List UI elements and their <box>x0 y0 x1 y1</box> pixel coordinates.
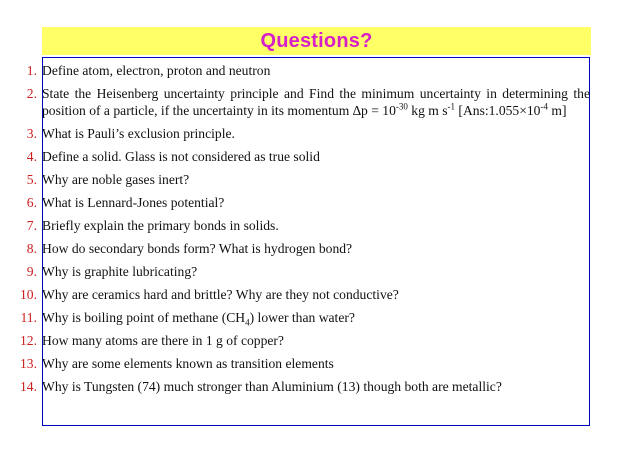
questions-list <box>10 62 590 401</box>
question-text: Briefly explain the primary bonds in solids. <box>42 218 279 233</box>
question-number: 14. <box>20 379 37 394</box>
question-text: Why is Tungsten (74) much stronger than Aluminium (13) though both are metallic? <box>42 379 502 394</box>
question-text: Define a solid. Glass is not considered as true solid <box>42 149 320 164</box>
question-text: Why are some elements known as transition elements <box>42 356 334 371</box>
question-number: 2. <box>26 86 37 101</box>
question-text: How do secondary bonds form? What is hydrogen bond? <box>42 241 353 256</box>
question-item <box>10 263 590 280</box>
question-text: State the Heisenberg uncertainty principle and Find the minimum uncertainty in determining the position of a particle, if the uncertainty in its momentum $\Delta p = 10^{-30}$ kg m $s^{-1}$ [$Ans:1.055\times 10^{-4}$ m] <box>42 86 590 118</box>
question-item <box>10 194 590 211</box>
question-number: 9. <box>26 264 37 279</box>
question-text: Define atom, electron, proton and neutron <box>42 63 271 78</box>
question-item <box>10 125 590 142</box>
question-item <box>10 217 590 234</box>
question-text: What is Lennard-Jones potential? <box>42 195 225 210</box>
question-item <box>10 148 590 165</box>
question-item <box>10 286 590 303</box>
question-text: Why are noble gases inert? <box>42 172 190 187</box>
question-item <box>10 240 590 257</box>
question-text: Why are ceramics hard and brittle? Why are they not conductive? <box>42 287 399 302</box>
slide-title: Questions? <box>260 29 373 52</box>
title-banner <box>42 27 591 55</box>
question-item <box>10 85 590 119</box>
question-number: 1. <box>26 63 37 78</box>
question-number: 4. <box>26 149 37 164</box>
question-text: What is Pauli’s exclusion principle. <box>42 126 235 141</box>
question-item <box>10 62 590 79</box>
question-number: 8. <box>26 241 37 256</box>
question-item <box>10 171 590 188</box>
question-item <box>10 378 590 395</box>
question-text: How many atoms are there in 1 g of copper? <box>42 333 284 348</box>
question-number: 6. <box>26 195 37 210</box>
question-number: 5. <box>26 172 37 187</box>
question-text: Why is graphite lubricating? <box>42 264 198 279</box>
question-number: 10. <box>20 287 37 302</box>
question-number: 7. <box>26 218 37 233</box>
question-item <box>10 355 590 372</box>
question-item <box>10 332 590 349</box>
question-number: 3. <box>26 126 37 141</box>
question-item <box>10 309 590 326</box>
question-text: Why is boiling point of methane $(CH_4)$ lower than water? <box>42 310 355 328</box>
question-number: 12. <box>20 333 37 348</box>
question-number: 13. <box>20 356 37 371</box>
question-number: 11. <box>20 310 37 325</box>
